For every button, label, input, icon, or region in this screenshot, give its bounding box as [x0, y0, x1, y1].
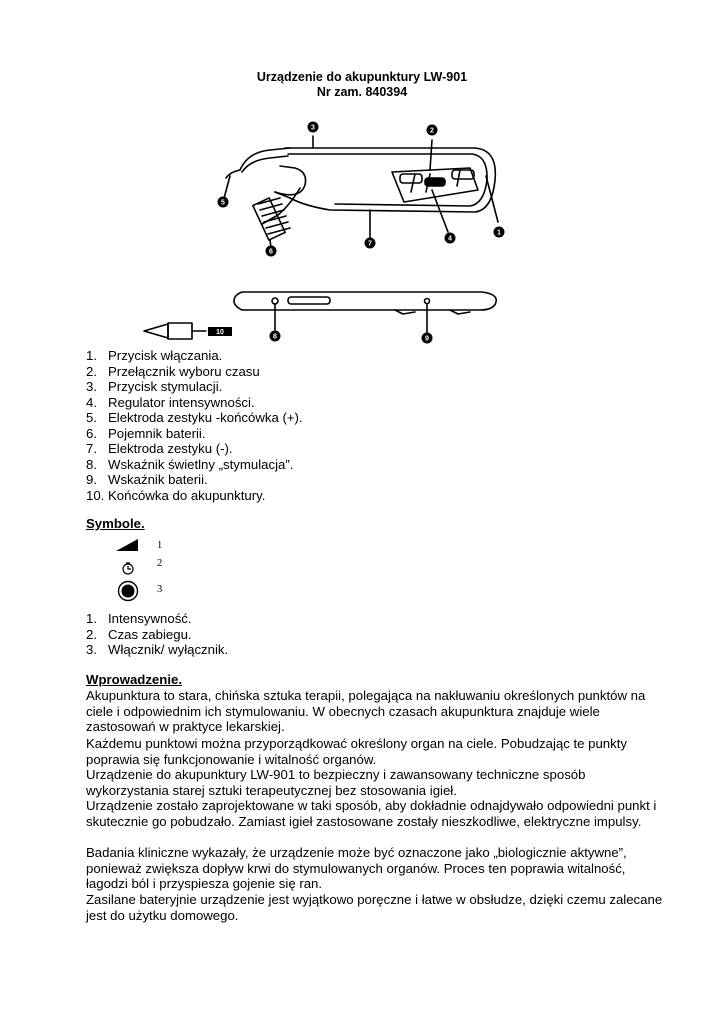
paragraph: Akupunktura to stara, chińska sztuka terapii, polegająca na nakłuwaniu określonych punktów na ciele i odpowiednim ich stymulowaniu. W obecnych czasach akupunktura znajduje wiele zastosowań w praktyce lekarskiej. [86, 688, 646, 735]
list-item: 6. Pojemnik baterii. [86, 425, 206, 441]
power-button-icon [119, 582, 138, 601]
list-item: 2. Czas zabiegu. [86, 626, 192, 642]
symbols-list [86, 611, 228, 658]
symbol-label: 3 [157, 584, 163, 595]
symbol-label: 1 [157, 540, 163, 551]
list-item: 1. Intensywność. [86, 611, 192, 626]
svg-text:3: 3 [311, 124, 315, 132]
intensity-wedge-icon [116, 539, 138, 551]
acupuncture-tip [144, 323, 206, 339]
document-title: Urządzenie do akupunktury LW-901 [256, 70, 468, 84]
device-diagram [130, 110, 550, 350]
symbols-heading: Symbole. [86, 516, 145, 531]
svg-text:7: 7 [368, 240, 372, 248]
callout-4 [445, 233, 456, 244]
list-item: 5. Elektroda zestyku -końcówka (+). [86, 410, 303, 425]
list-item: 9. Wskaźnik baterii. [86, 472, 208, 487]
list-item: 2. Przełącznik wyboru czasu [86, 363, 260, 379]
callout-8 [270, 331, 281, 342]
callout-5 [218, 197, 229, 208]
svg-text:4: 4 [448, 235, 452, 243]
callout-6 [266, 246, 277, 257]
svg-text:5: 5 [221, 199, 225, 207]
list-item: 3. Włącznik/ wyłącznik. [86, 642, 229, 657]
callout-3 [308, 122, 319, 133]
list-item: 4. Regulator intensywności. [86, 394, 255, 410]
svg-text:8: 8 [273, 333, 277, 341]
svg-text:2: 2 [430, 127, 434, 135]
order-number: Nr zam. 840394 [316, 85, 408, 99]
paragraph: Zasilane bateryjnie urządzenie jest wyjątkowo poręczne i łatwe w obsłudze, dzięki czemu zalecane jest do użytku domowego. [86, 892, 663, 923]
callout-1 [494, 227, 505, 238]
callout-2 [427, 125, 438, 136]
symbol-label: 2 [157, 558, 163, 569]
list-item: 8. Wskaźnik świetlny „stymulacja”. [86, 456, 294, 472]
paragraph: Urządzenie do akupunktury LW-901 to bezpieczny i zawansowany techniczne sposób wykorzystania starej sztuki terapeutycznej bez stosowania igieł. [86, 767, 586, 798]
paragraph: Badania kliniczne wykazały, że urządzenie może być oznaczone jako „biologicznie aktywne”, ponieważ zwiększa dopływ krwi do stymulowanych organów. Proces ten poprawia witalność, łagodzi ból i przyspiesza gojenie się ran. [86, 845, 627, 892]
device-side-view [234, 292, 496, 333]
paragraph: Urządzenie zostało zaprojektowane w taki sposób, aby dokładnie odnajdywało odpowiedni punkt i skutecznie go pobudzało. Zamiast igieł zastosowane zostały nieszkodliwe, elektryczne impulsy. [86, 798, 657, 829]
symbols-icons [110, 535, 190, 605]
callout-10 [208, 327, 232, 336]
device-body [275, 148, 495, 212]
svg-text:10: 10 [216, 329, 224, 336]
list-item: 1. Przycisk włączania. [86, 348, 223, 363]
svg-text:1: 1 [497, 229, 501, 237]
parts-list [86, 348, 303, 503]
list-item: 3. Przycisk stymulacji. [86, 379, 223, 394]
clock-icon [123, 563, 133, 574]
callout-7 [365, 238, 376, 249]
callout-9 [422, 333, 433, 344]
list-item: 10. Końcówka do akupunktury. [86, 487, 266, 503]
list-item: 7. Elektroda zestyku (-). [86, 441, 233, 456]
paragraph: Każdemu punktowi można przyporządkować określony organ na ciele. Pobudzając te punkty poprawia się funkcjonowanie i witalność organów. [86, 736, 627, 767]
intro-heading: Wprowadzenie. [86, 672, 182, 687]
svg-text:6: 6 [269, 248, 273, 256]
svg-text:9: 9 [425, 335, 429, 343]
